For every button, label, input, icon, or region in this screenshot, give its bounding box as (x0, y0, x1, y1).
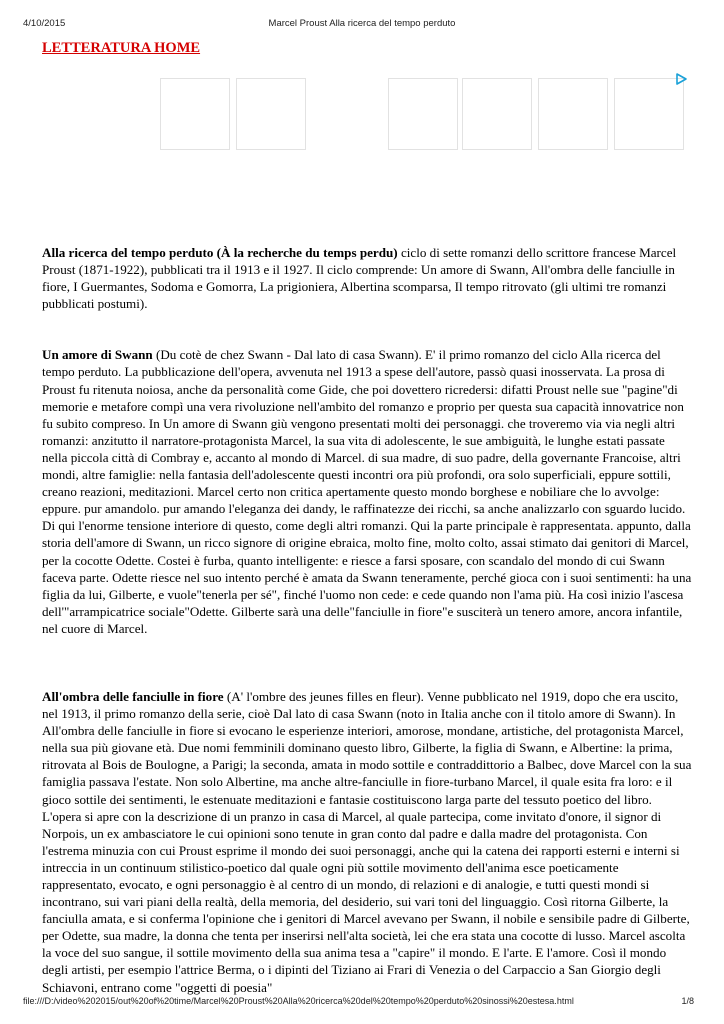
intro-text: ciclo di sette romanzi dello scrittore francese Marcel Proust (1871-1922), pubblicati tra il 1913 e il 1927. Il ciclo comprende: Un amore di Swann, All'ombra delle fanciulle in fiore, I Guermantes, Sodoma e Gomorra, La prigioniera, Albertina scomparsa, Il tempo ritrovato (gli ultimi tre romanzi pubblicati postumi). (42, 245, 677, 312)
article-body (42, 244, 692, 996)
swann-heading: Un amore di Swann (42, 347, 153, 363)
swann-text: (Du cotè de chez Swann - Dal lato di casa Swann). E' il primo romanzo del ciclo Alla ricerca del tempo perduto. La pubblicazione dell'opera, avvenuta nel 1913 a spese dell'autore, passò quasi inosservata. La prosa di Proust fu ritenuta noiosa, anche da personalità come Gide, che poi dovettero ricredersi: difatti Proust nelle sue "pagine"di memorie e metafore compì una vera rivoluzione nell'ambito del romanzo e proprio per questa sua capacità innovatrice non fu subito compreso. In Un amore di Swann giù vengono presentati molti dei personaggi. che troveremo via via negli altri romanzi: anzitutto il narratore-protagonista Marcel, la sua vita di adolescente, le sue ambiguità, le lunghe estati passate nella piccola città di Combray e, accanto al mondo di Marcel. di sua madre, di suo padre, della governante Francoise, altri mondi, altre famiglie: nella fantasia dell'adolescente questi incontri ora più profondi, ora solo superficiali, eppure sottili, creano reazioni, meditazioni. Marcel certo non critica apertamente questo mondo borghese e nobiliare che lo avvolge: eppure. pur amandolo. pur amando l'eleganza dei dandy, le raffinatezze dei ricchi, sa anche analizzarlo con sguardo lucido. Di qui l'enorme tensione interiore di questo, come degli altri romanzi. Qui la parte principale è rappresentata. appunto, dalla storia dell'amore di Swann, un ricco signore di origine ebraica, molto fine, molto colto, assai stimato dai genitori di Marcel, per la cocotte Odette. Costei è furba, quanto intelligente: e riesce a farsi sposare, con scandalo del mondo di cui Swann faceva parte. Odette riesce nel suo intento perché è amata da Swann teneramente, perché gioca con i suoi sentimenti: ha una figlia da lui, Gilberte, e vuole"tenerla per sé", finché l'uomo non cede: e cede quando non l'ama più. Ha così inizio l'ascesa dell'"arrampicatrice sociale"Odette. Gilberte sarà una delle"fanciulle in fiore"e susciterà un tenero amore, ancora infantile, nel cuore di Marcel. (42, 347, 692, 636)
fanciulle-text: (A' l'ombre des jeunes filles en fleur). Venne pubblicato nel 1919, dopo che era uscito, nel 1913, il primo romanzo della serie, cioè Dal lato di casa Swann (noto in Italia anche con il titolo amore di Swann). In All'ombra delle fanciulle in fiore si evocano le esperienze interiori, amorose, mondane, artistiche, del protagonista Marcel, nella sua più giovane età. Due nomi femminili dominano questo libro, Gilberte, la figlia di Swann, e Albertine: la prima, ritrovata al Bois de Boulogne, a Parigi; la seconda, amata in modo sottile e contraddittorio a Balbec, dove Marcel con la sua famiglia passava l'estate. Non solo Albertine, ma anche altre-fanciulle in fiore-turbano Marcel, il quale esita fra loro: e il gioco sottile dei sentimenti, le estenuate meditazioni e fantasie costituiscono larga parte del tessuto poetico del libro. L'opera si apre con la descrizione di un pranzo in casa di Marcel, al quale partecipa, come invitato d'onore, il signor di Norpois, un ex ambasciatore le cui opinioni sono tenute in gran conto dal padre e dalla madre del protagonista. Con l'estrema minuzia con cui Proust esprime il mondo dei suoi personaggi, anche qui la catena dei rapporti esterni e interni si intreccia in un continuum stilistico-poetico dal quale ogni più sottile movimento dell'anima esce poeticamente rappresentato, evocato, e ogni personaggio è al centro di un mondo, di relazioni e di analogie, e tutti questi mondi si incontrano, sui vari piani della realtà, della memoria, del desiderio, sui vari toni del linguaggio. Così ritorna Gilberte, la fanciulla amata, e si conferma l'opinione che i genitori di Marcel avevano per Swann, il nobile e sensibile padre di Gilberte, per Odette, sua madre, la donna che tenta per inserirsi nell'alta società, lei che era stata una cocotte di lusso. Marcel ascolta la voce del suo sangue, il sottile movimento della sua anima tesa a "capire" il mondo. E l'arte. E l'amore. Così il mondo degli artisti, per esempio l'attrice Berma, o i dipinti del Tiziano ai Frari di Venezia o del Carpaccio a San Giorgio degli Schiavoni, entrano come "oggetti di poesia" (42, 688, 692, 995)
ad-slot-4[interactable] (462, 78, 532, 150)
ad-slot-2[interactable] (236, 78, 306, 150)
triangle-play-icon[interactable] (674, 72, 688, 86)
ad-slot-1[interactable] (160, 78, 230, 150)
intro-paragraph (42, 244, 692, 312)
page-number: 1/8 (681, 996, 694, 1006)
print-date: 4/10/2015 (23, 18, 66, 29)
ad-slot-3[interactable] (388, 78, 458, 150)
ad-slot-5[interactable] (538, 78, 608, 150)
file-path: file:///D:/video%202015/out%20of%20time/Marcel%20Proust%20Alla%20ricerca%20del%20tempo%20perduto%20sinossi%20estesa.html (23, 996, 574, 1006)
print-footer (0, 996, 724, 1010)
fanciulle-heading: All'ombra delle fanciulle in fiore (42, 688, 224, 704)
intro-heading: Alla ricerca del tempo perduto (À la recherche du temps perdu) (42, 245, 398, 260)
fanciulle-paragraph (42, 688, 692, 996)
print-header (0, 18, 724, 32)
print-title: Marcel Proust Alla ricerca del tempo perduto (268, 18, 456, 29)
ad-slot-6[interactable] (614, 78, 684, 150)
swann-paragraph (42, 346, 692, 637)
letteratura-home-link[interactable]: LETTERATURA HOME (42, 40, 201, 56)
